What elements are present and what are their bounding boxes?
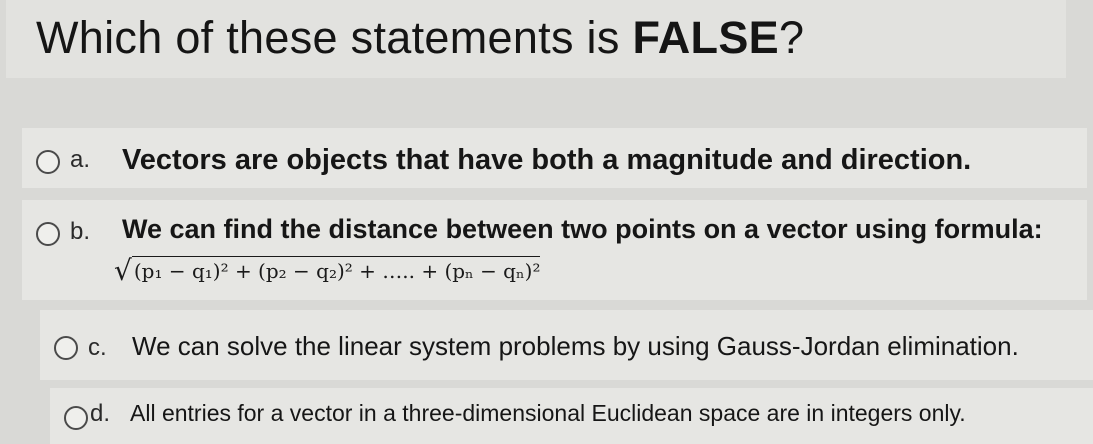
radio-button-a[interactable] bbox=[36, 150, 60, 174]
distance-formula bbox=[114, 252, 540, 285]
option-d-letter: d. bbox=[90, 400, 111, 427]
radio-button-d[interactable] bbox=[64, 406, 88, 430]
option-b[interactable] bbox=[22, 200, 1087, 300]
option-c-letter: c. bbox=[88, 334, 107, 361]
radio-button-b[interactable] bbox=[36, 222, 60, 246]
formula-expression: (p₁ − q₁)² + (p₂ − q₂)² + ….. + (pₙ − qₙ)² bbox=[132, 256, 541, 283]
question-title-suffix: ? bbox=[778, 12, 805, 63]
option-c[interactable] bbox=[40, 310, 1093, 380]
radio-button-c[interactable] bbox=[54, 336, 78, 360]
question-header bbox=[6, 0, 1066, 78]
question-title-prefix: Which of these statements is bbox=[36, 12, 633, 63]
option-a-text: Vectors are objects that have both a magnitude and direction. bbox=[122, 144, 972, 176]
option-b-letter: b. bbox=[70, 218, 91, 245]
question-title bbox=[36, 12, 804, 64]
option-a-letter: a. bbox=[70, 146, 91, 173]
option-b-text: We can find the distance between two points on a vector using formula: bbox=[122, 214, 1043, 244]
option-d[interactable] bbox=[50, 388, 1093, 444]
option-c-text: We can solve the linear system problems by using Gauss-Jordan elimination. bbox=[132, 331, 1019, 361]
square-root-icon: √ bbox=[114, 254, 132, 287]
option-d-text: All entries for a vector in a three-dimensional Euclidean space are in integers only. bbox=[130, 400, 966, 426]
option-a[interactable] bbox=[22, 128, 1087, 188]
question-title-emphasis: FALSE bbox=[632, 12, 779, 63]
